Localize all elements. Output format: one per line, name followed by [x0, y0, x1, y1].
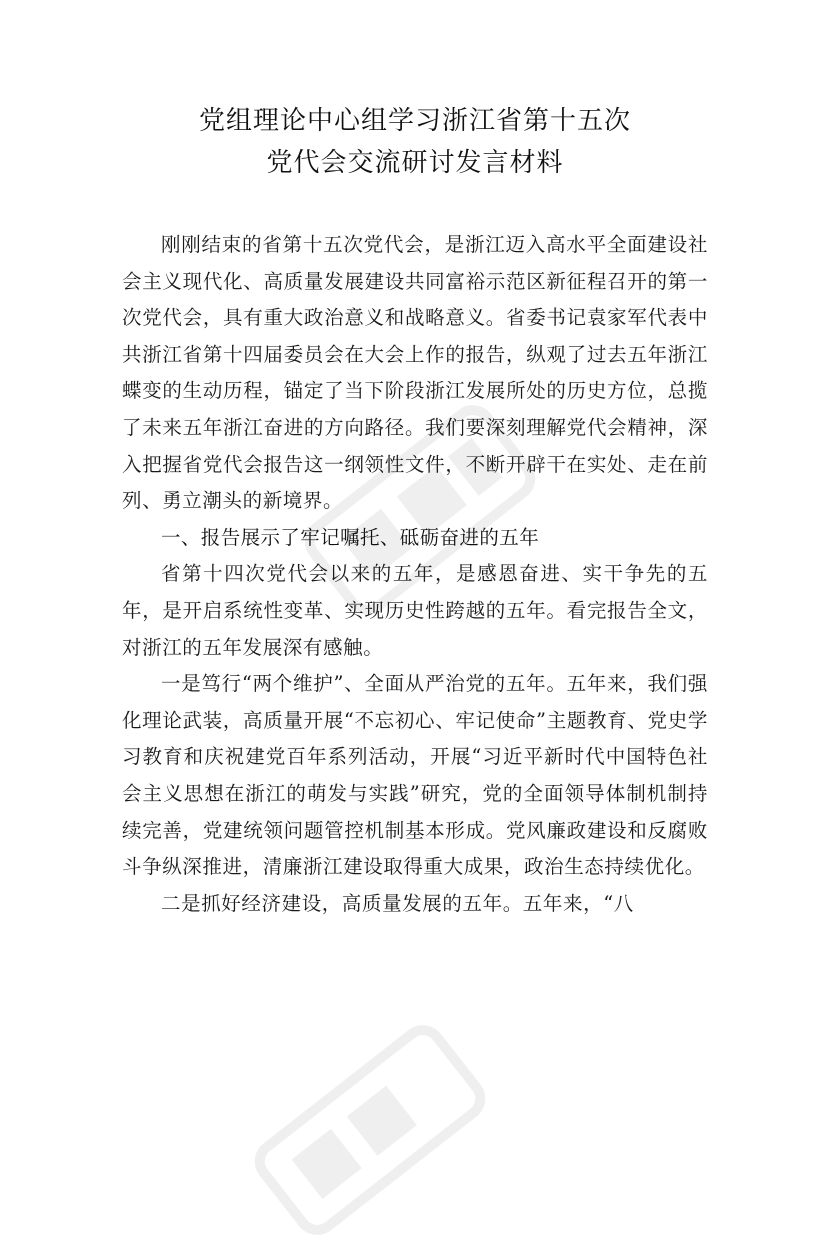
- document-title: [0, 100, 830, 184]
- body-paragraph: 省第十四次党代会以来的五年，是感恩奋进、实干争先的五年，是开启系统性变革、实现历史性跨越的五年。看完报告全文，对浙江的五年发展深有感触。: [122, 562, 708, 659]
- title-line-1: 党组理论中心组学习浙江省第十五次: [198, 106, 631, 136]
- body-paragraph: 一是笃行“两个维护”、全面从严治党的五年。五年来，我们强化理论武装，高质量开展“不忘初心、牢记使命”主题教育、党史学习教育和庆祝建党百年系列活动，开展“习近平新时代中国特色社会主义思想在浙江的萌发与实践”研究，党的全面领导体制机制持续完善，党建统领问题管控机制基本形成。党风廉政建设和反腐败斗争纵深推进，清廉浙江建设取得重大成果，政治生态持续优化。: [122, 672, 708, 879]
- intro-paragraph: 刚刚结束的省第十五次党代会，是浙江迈入高水平全面建设社会主义现代化、高质量发展建设共同富裕示范区新征程召开的第一次党代会，具有重大政治意义和战略意义。省委书记袁家军代表中共浙江省第十四届委员会在大会上作的报告，纵观了过去五年浙江蝶变的生动历程，锚定了当下阶段浙江发展所处的历史方位，总揽了未来五年浙江奋进的方向路径。我们要深刻理解党代会精神，深入把握省党代会报告这一纲领性文件，不断开辟干在实处、走在前列、勇立潮头的新境界。: [122, 233, 708, 513]
- body-paragraph: 二是抓好经济建设，高质量发展的五年。五年来，“八: [161, 891, 634, 915]
- section-heading: 一、报告展示了牢记嘱托、砥砺奋进的五年: [161, 525, 540, 549]
- document-body: [122, 227, 708, 922]
- watermark-icon: [232, 1001, 507, 1259]
- title-line-2: 党代会交流研讨发言材料: [266, 148, 564, 178]
